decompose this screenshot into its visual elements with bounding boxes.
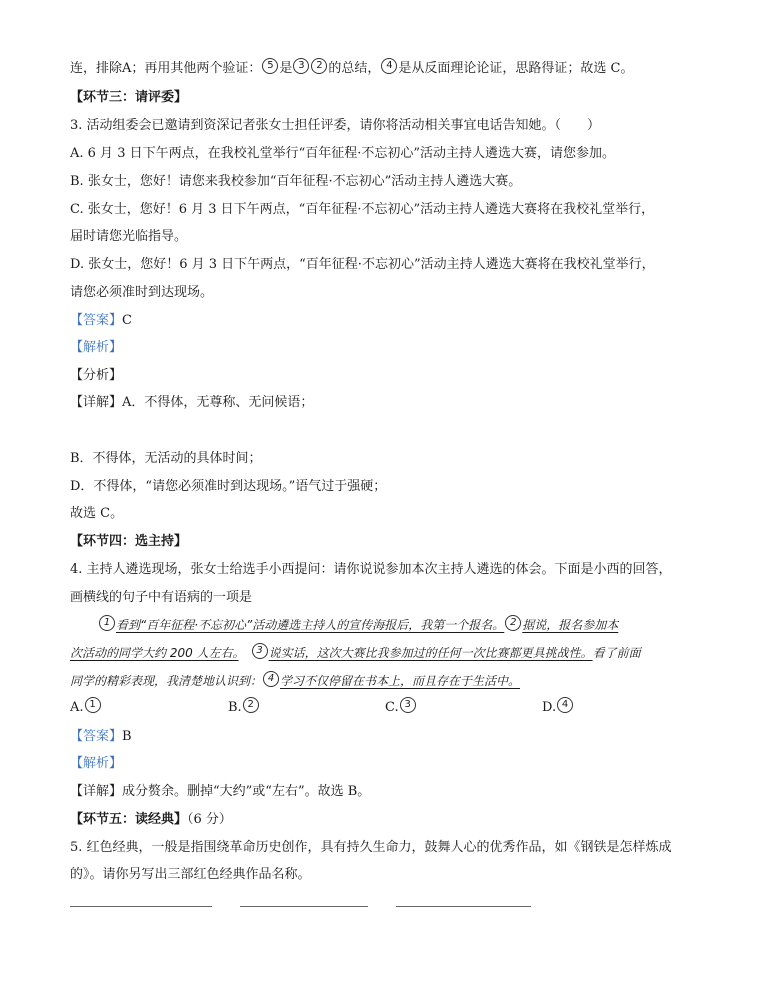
circled-number: 4 <box>557 697 573 713</box>
analysis-label-4: 【解析】 <box>70 756 123 771</box>
circled-number: 3 <box>293 58 309 74</box>
detail-4: 【详解】成分赘余。删掉“大约”或“左右”。故选 B。 <box>70 784 371 799</box>
underlined-sentence-4: 学习不仅停留在书本上，而且存在于生活中。 <box>280 674 521 688</box>
answer-label: 【答案】 <box>70 313 123 328</box>
answer-label: 【答案】 <box>70 729 123 744</box>
answer-3 <box>70 312 132 330</box>
question-3-option-d-line2: 请您必须准时到达现场。 <box>70 285 214 300</box>
question-4-stem-line2: 画横线的句子中有语病的一项是 <box>70 590 253 605</box>
detail-3-b: B．不得体，无活动的具体时间； <box>70 451 262 466</box>
question-5-stem-line2: 的》。请你另写出三部红色经典作品名称。 <box>70 867 311 882</box>
underlined-sentence-1: 看到“百年征程·不忘初心”活动遴选主持人的宣传海报后，我第一个报名。 <box>116 618 505 632</box>
answer-blank-1[interactable] <box>70 906 212 907</box>
underlined-sentence-2-end: 次活动的同学大约 200 人左右。 <box>70 646 239 660</box>
circled-number: 2 <box>311 58 327 74</box>
answer-blank-2[interactable] <box>240 906 368 907</box>
answer-value: C <box>122 313 132 328</box>
circled-number: 4 <box>381 58 397 74</box>
circled-number-3: 3 <box>252 643 268 659</box>
question-3-option-c-line1: C. 张女士，您好！6 月 3 日下午两点，“百年征程·不忘初心”活动主持人遴选大赛将在我校礼堂举行， <box>70 202 655 217</box>
conclusion-3: 故选 C。 <box>70 506 124 521</box>
detail-3-d: D．不得体，“请您必须准时到达现场。”语气过于强硬； <box>70 479 387 494</box>
section-heading-5: 【环节五：读经典】（6 分） <box>70 812 232 827</box>
circled-number-2: 2 <box>505 615 521 631</box>
circled-number: 5 <box>262 58 278 74</box>
answer-blank-3[interactable] <box>396 906 531 907</box>
circled-number: 3 <box>400 697 416 713</box>
question-3-option-b: B. 张女士，您好！请您来我校参加“百年征程·不忘初心”活动主持人遴选大赛。 <box>70 174 522 189</box>
circled-number-1: 1 <box>99 615 115 631</box>
question-5-stem-line1: 5. 红色经典，一般是指围绕革命历史创作，具有持久生命力，鼓舞人心的优秀作品，如《钢铁是怎样炼成 <box>70 840 672 855</box>
question-3-option-c-line2: 届时请您光临指导。 <box>70 229 188 244</box>
detail-3-a: 【详解】A．不得体，无尊称、无问候语； <box>70 395 314 410</box>
answer-value: B <box>122 729 132 744</box>
circled-number: 2 <box>243 697 259 713</box>
section-heading-4: 【环节四：选主持】 <box>70 534 188 549</box>
answer-4 <box>70 728 132 746</box>
question-4-stem-line1: 4. 主持人遴选现场，张女士给选手小西提问：请你说说参加本次主持人遴选的体会。下面是小西的回答， <box>70 562 672 577</box>
question-3-stem: 3. 活动组委会已邀请到资深记者张女士担任评委，请你将活动相关事宜电话告知她。（ ） <box>70 118 601 133</box>
question-4-option-d: D. 4 <box>542 697 574 715</box>
question-4-option-c: C. 3 <box>385 697 417 715</box>
analysis-heading: 【分析】 <box>70 368 123 383</box>
circled-number-4: 4 <box>263 671 279 687</box>
sentence-line-3: 同学的精彩表现，我清楚地认识到： 4 学习不仅停留在书本上，而且存在于生活中。 <box>70 673 521 688</box>
paragraph-solution-end: 连，排除A；再用其他两个验证： 5 是 3 2 的总结， 4 是从反面理论论证，思路得证；故选 C。 <box>70 60 634 76</box>
underlined-sentence-3: 说实话，这次大赛比我参加过的任何一次比赛都更具挑战性。 <box>268 646 593 660</box>
sentence-line-1 <box>98 615 618 634</box>
analysis-label: 【解析】 <box>70 340 123 355</box>
sentence-line-2: 次活动的同学大约 200 人左右。 3 说实话，这次大赛比我参加过的任何一次比赛都更具挑战性。看了前面 <box>70 645 641 660</box>
question-3-option-a: A. 6 月 3 日下午两点，在我校礼堂举行“百年征程·不忘初心”活动主持人遴选大赛，请您参加。 <box>70 146 616 161</box>
section-heading-3: 【环节三：请评委】 <box>70 90 188 105</box>
question-3-option-d-line1: D. 张女士，您好！6 月 3 日下午两点，“百年征程·不忘初心”活动主持人遴选大赛将在我校礼堂举行， <box>70 257 655 272</box>
question-4-option-a: A. 1 <box>70 697 102 715</box>
circled-number: 1 <box>85 697 101 713</box>
question-4-option-b: B. 2 <box>228 697 260 715</box>
underlined-sentence-2: 据说，报名参加本 <box>522 618 619 632</box>
